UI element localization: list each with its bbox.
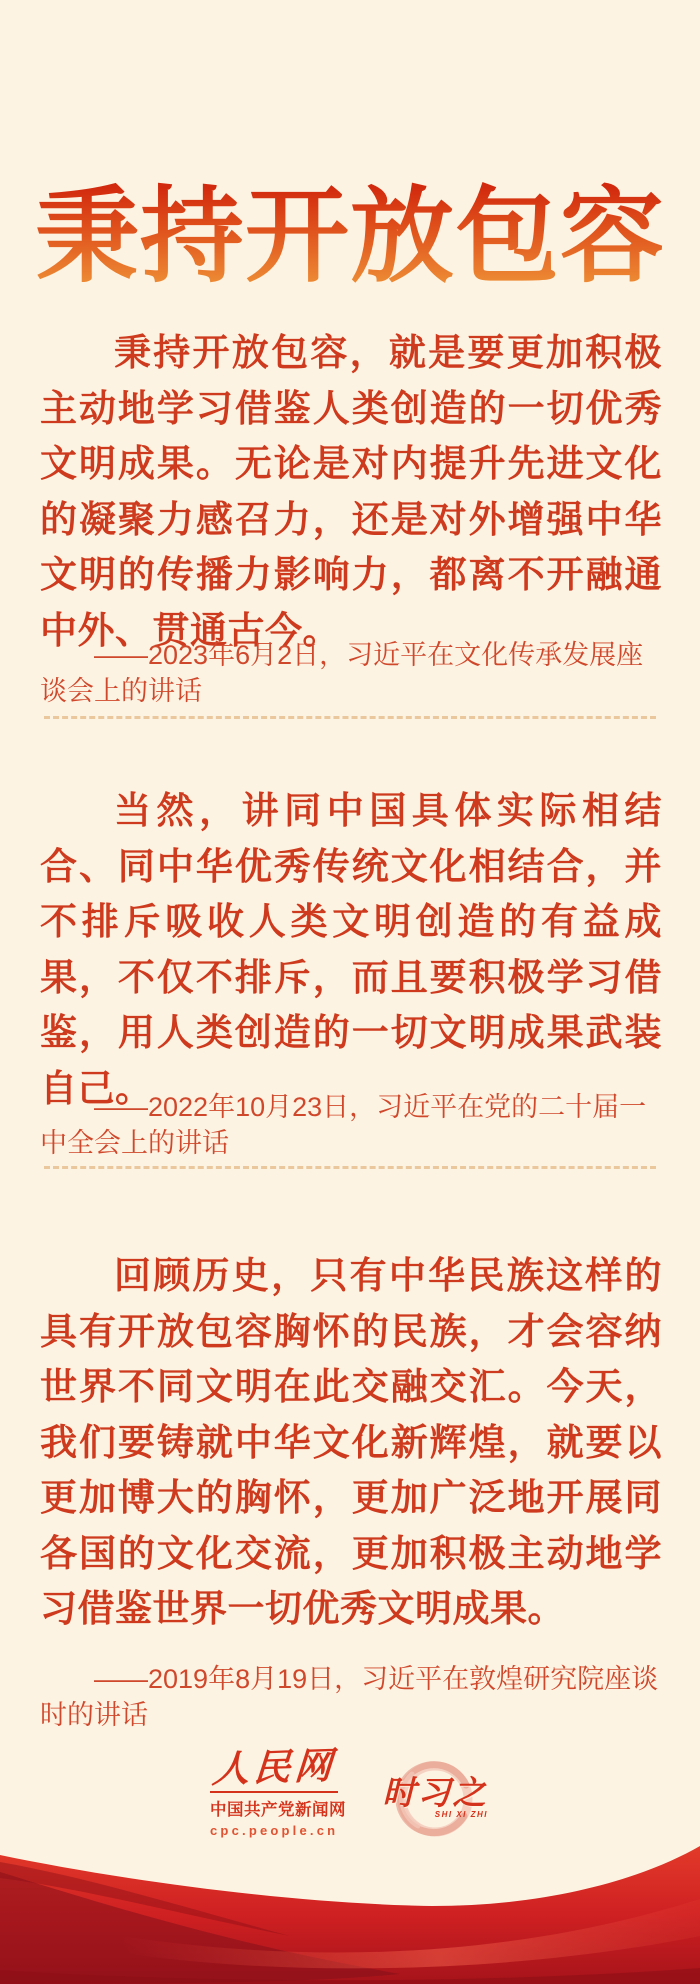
dashed-divider-2 (44, 1166, 656, 1169)
quote-attribution-2: ——2022年10月23日，习近平在党的二十届一中全会上的讲话 (40, 1092, 647, 1158)
quote-paragraph-1: 秉持开放包容，就是要更加积极主动地学习借鉴人类创造的一切优秀文明成果。无论是对内提升先进文化的凝聚力感召力，还是对外增强中华文明的传播力影响力，都离不开融通中外、贯通古今。 (40, 332, 662, 651)
red-silk-wave (0, 1844, 700, 1984)
page-title: 秉持开放包容 (0, 178, 700, 298)
red-silk-wave-graphic (0, 1844, 700, 1984)
shixizhi-wordmark: 时习之 (382, 1774, 488, 1811)
shixizhi-pinyin: SHI XI ZHI (434, 1810, 488, 1819)
shixizhi-logo (380, 1752, 490, 1844)
quote-attribution-3: ——2019年8月19日，习近平在敦煌研究院座谈时的讲话 (40, 1664, 659, 1730)
people-daily-script-wordmark: 人民网 (210, 1745, 338, 1792)
quote-paragraph-2: 当然，讲同中国具体实际相结合、同中华优秀传统文化相结合，并不排斥吸收人类文明创造的有益成果，不仅不排斥，而且要积极学习借鉴，用人类创造的一切文明成果武装自己。 (40, 790, 662, 1109)
people-daily-logo (210, 1745, 346, 1838)
quote-paragraph-3: 回顾历史，只有中华民族这样的具有开放包容胸怀的民族，才会容纳世界不同文明在此交融交汇。今天，我们要铸就中华文化新辉煌，就要以更加博大的胸怀，更加广泛地开展同各国的文化交流，更加积极主动地学习借鉴世界一切优秀文明成果。 (40, 1255, 662, 1629)
people-daily-rule (210, 1791, 338, 1793)
cpc-news-site-name: 中国共产党新闻网 (210, 1801, 346, 1819)
quote-attribution-1: ——2023年6月2日，习近平在文化传承发展座谈会上的讲话 (40, 640, 644, 706)
dashed-divider-1 (44, 716, 656, 719)
footer-logos (0, 1745, 700, 1850)
cpc-news-site-url: cpc.people.cn (210, 1823, 339, 1838)
